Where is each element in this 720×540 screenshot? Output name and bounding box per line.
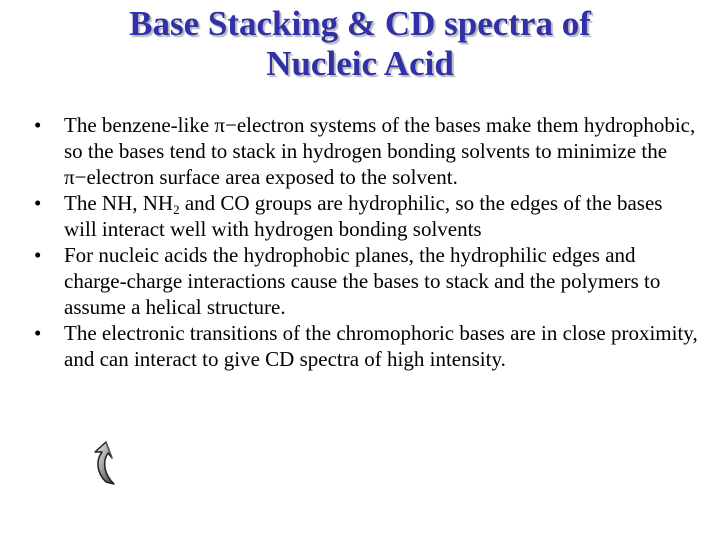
bullet-text (64, 191, 662, 241)
bullet-list (34, 112, 698, 372)
curved-back-arrow-icon-graphic (92, 440, 122, 486)
bullet-text-part: For nucleic acids the hydrophobic planes, the hydrophilic edges and charge-charge interactions cause the bases to stack and the polymers to assume a helical structure. (64, 243, 661, 319)
bullet-text-part: The electronic transitions of the chromophoric bases are in close proximity, and can interact to give CD spectra of high intensity. (64, 321, 698, 371)
slide-title-line-2: Nucleic Acid (266, 44, 454, 83)
bullet-text (64, 113, 695, 189)
subscript: 2 (173, 202, 180, 217)
bullet-item-1 (34, 112, 698, 190)
bullet-dot: • (34, 321, 42, 345)
bullet-text (64, 321, 698, 371)
bullet-text-part: The NH, NH (64, 191, 174, 215)
slide-title (0, 4, 720, 84)
bullet-text (64, 243, 660, 319)
bullet-text-part: The benzene-like π−electron systems of the bases make them hydrophobic, so the bases tend to stack in hydrogen bonding solvents to minimize the π−electron surface area exposed to the solvent. (64, 113, 696, 189)
bullet-text-part: and CO groups are hydrophilic, so the edges of the bases will interact well with hydrogen bonding solvents (64, 191, 663, 241)
slide-title-line-1: Base Stacking & CD spectra of (129, 4, 591, 43)
bullet-item-2 (34, 190, 698, 242)
bullet-item-3 (34, 242, 698, 320)
bullet-item-4 (34, 320, 698, 372)
bullet-dot: • (34, 243, 42, 267)
bullet-dot: • (34, 113, 42, 137)
bullet-dot: • (34, 191, 42, 215)
curved-back-arrow-icon[interactable] (92, 440, 122, 486)
